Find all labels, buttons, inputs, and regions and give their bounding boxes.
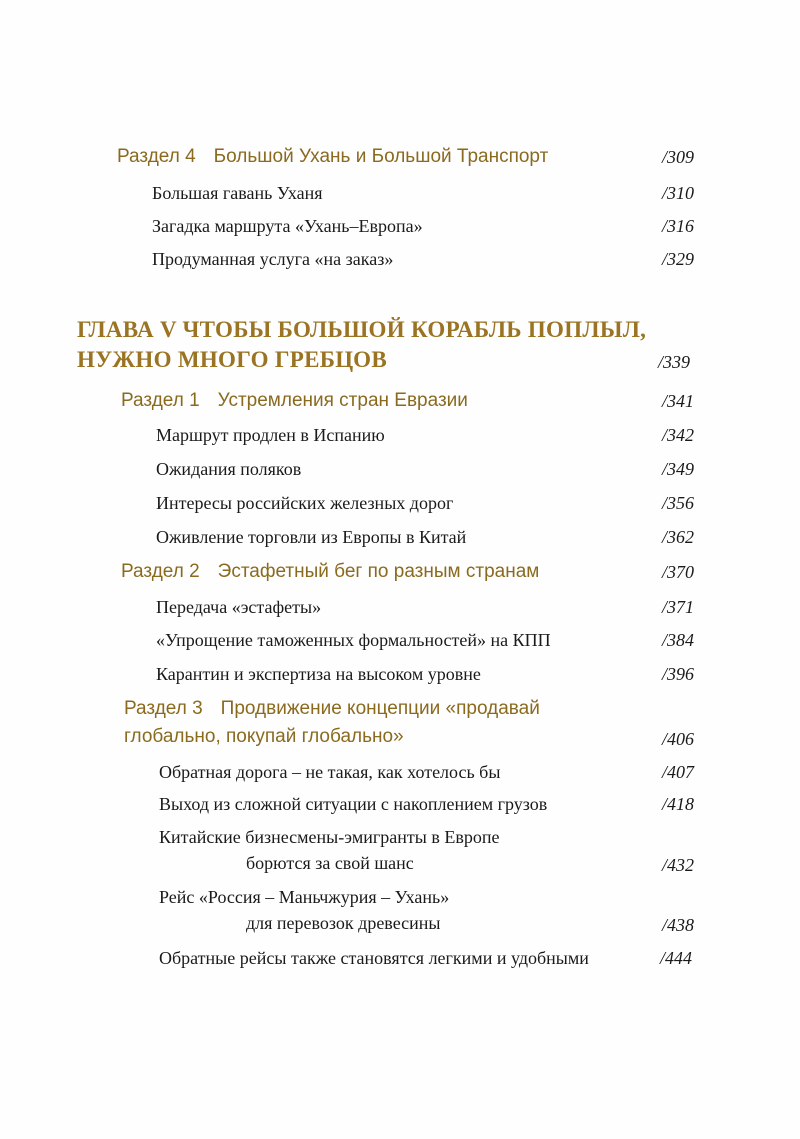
section-4-heading <box>117 146 548 168</box>
toc-entry-page: /418 <box>662 794 695 814</box>
toc-entry-page: /329 <box>662 249 695 269</box>
section-label: Раздел 4 <box>117 146 196 167</box>
section-title: Продвижение концепции «продавай <box>220 698 540 719</box>
toc-entry: Загадка маршрута «Ухань–Европа» <box>152 216 423 236</box>
toc-entry-line2: для перевозок древесины <box>246 913 441 933</box>
section-3-heading <box>124 698 540 720</box>
toc-entry-page: /371 <box>662 597 695 617</box>
section-label: Раздел 3 <box>124 698 203 719</box>
toc-entry-line1: Рейс «Россия – Маньчжурия – Ухань» <box>159 887 450 907</box>
toc-entry: Большая гавань Уханя <box>152 183 323 203</box>
toc-entry-page: /316 <box>662 216 695 236</box>
toc-entry-page: /396 <box>662 664 695 684</box>
toc-entry-line2: борются за свой шанс <box>246 853 414 873</box>
toc-entry-page: /432 <box>662 855 695 875</box>
toc-entry: Передача «эстафеты» <box>156 597 322 617</box>
section-3-page: /406 <box>662 729 695 749</box>
chapter-5-title-line2: НУЖНО МНОГО ГРЕБЦОВ <box>77 347 387 372</box>
section-2-heading <box>121 561 539 583</box>
toc-entry-page: /310 <box>662 183 695 203</box>
section-title: Большой Ухань и Большой Транспорт <box>213 146 549 167</box>
section-3-title-line2: глобально, покупай глобально» <box>124 726 404 747</box>
section-label: Раздел 2 <box>121 561 200 582</box>
toc-entry-page: /356 <box>662 493 695 513</box>
section-1-page: /341 <box>662 391 695 411</box>
section-2-page: /370 <box>662 562 695 582</box>
section-label: Раздел 1 <box>121 390 200 411</box>
toc-entry-page: /362 <box>662 527 695 547</box>
chapter-5-title-line1: ГЛАВА V ЧТОБЫ БОЛЬШОЙ КОРАБЛЬ ПОПЛЫЛ, <box>77 317 647 342</box>
toc-entry-page: /384 <box>662 630 695 650</box>
toc-entry: Маршрут продлен в Испанию <box>156 425 385 445</box>
toc-entry: Выход из сложной ситуации с накоплением грузов <box>159 794 548 814</box>
section-title: Эстафетный бег по разным странам <box>217 561 540 582</box>
toc-entry: Продуманная услуга «на заказ» <box>152 249 394 269</box>
section-title: Устремления стран Евразии <box>217 390 468 411</box>
toc-entry-page: /349 <box>662 459 695 479</box>
section-4-page: /309 <box>662 147 695 167</box>
toc-entry: «Упрощение таможенных формальностей» на КПП <box>156 630 551 650</box>
toc-entry-page: /407 <box>662 762 695 782</box>
toc-entry-page: /342 <box>662 425 695 445</box>
toc-entry-page: /444 <box>660 948 693 968</box>
toc-entry: Оживление торговли из Европы в Китай <box>156 527 467 547</box>
toc-entry: Ожидания поляков <box>156 459 302 479</box>
toc-entry: Обратная дорога – не такая, как хотелось бы <box>159 762 501 782</box>
toc-entry: Обратные рейсы также становятся легкими и удобными <box>159 948 589 968</box>
toc-entry-line1: Китайские бизнесмены-эмигранты в Европе <box>159 827 500 847</box>
toc-entry-page: /438 <box>662 915 695 935</box>
chapter-5-page: /339 <box>658 352 691 372</box>
toc-entry: Карантин и экспертиза на высоком уровне <box>156 664 481 684</box>
toc-entry: Интересы российских железных дорог <box>156 493 454 513</box>
section-1-heading <box>121 390 468 412</box>
